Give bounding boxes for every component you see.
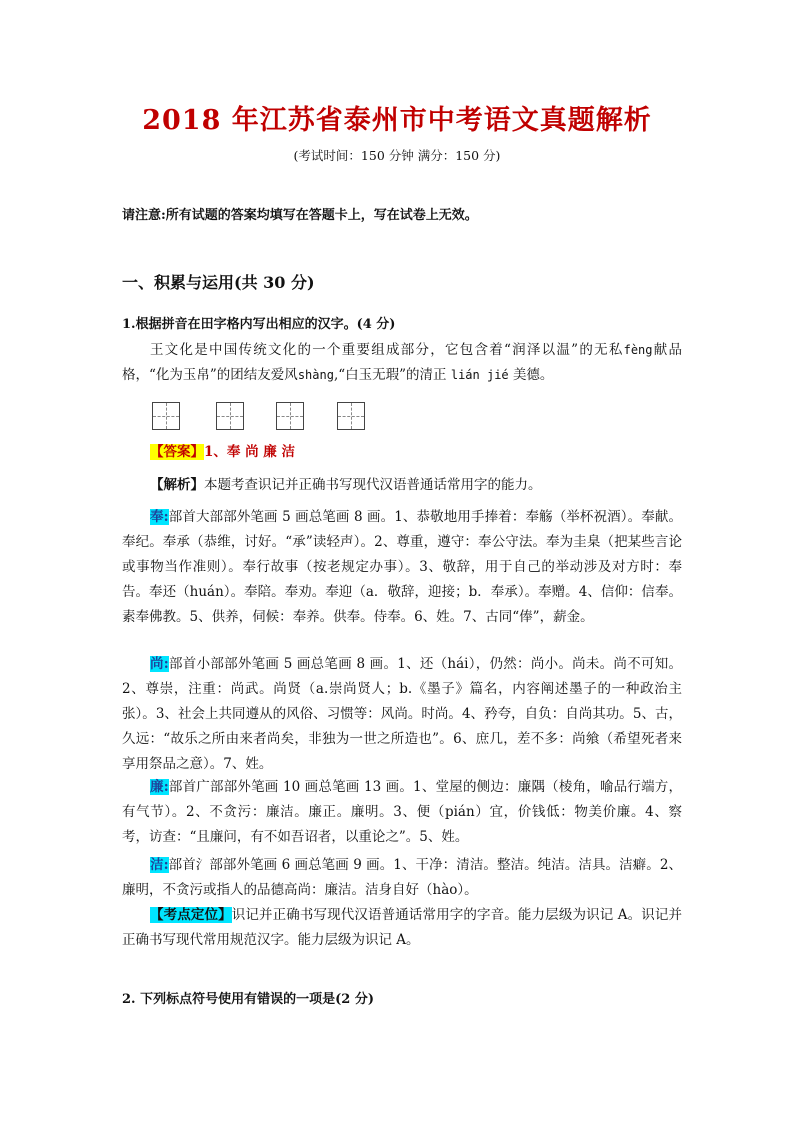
kaodian-line [122,903,682,953]
answer-line [122,440,682,465]
document-title: 2018 年江苏省泰州市中考语文真题解析 [142,105,652,136]
question-1-passage [122,338,682,388]
entry-char: 廉: [150,779,169,795]
section-heading: 一、积累与运用(共 30 分) [122,273,315,292]
analysis-tag: 【解析】 [150,477,204,493]
tianzige-cell [276,402,304,430]
passage-text-a: 王文化是中国传统文化的一个重要组成部分，它包含着“润泽以温”的无私 [150,342,624,358]
pinyin-1: fèng [623,343,653,357]
analysis-line [122,473,682,498]
entry-char: 尚: [150,656,169,672]
notice: 请注意:所有试题的答案均填写在答题卡上，写在试卷上无效。 [122,208,478,223]
kaodian-text: 识记并正确书写现代汉语普通话常用字的字音。能力层级为识记 A。识记并正确书写现代常用规范汉字。能力层级为识记 A。 [122,907,682,948]
exam-info: (考试时间：150 分钟 满分：150 分) [293,148,501,163]
entry-text: 部首大部部外笔画 5 画总笔画 8 画。1、恭敬地用手捧着：奉觞（举杯祝酒）。奉献。奉纪。奉承（恭维，讨好。“承”读轻声）。2、尊重，遵守：奉公守法。奉为圭臬（把某些言论或事物当作准则）。奉行故事（按老规定办事）。3、敬辞，用于自己的举动涉及对方时：奉告。奉还（huán）。奉陪。奉劝。奉迎（a．敬辞，迎接；b．奉承）。奉赠。4、信仰：信奉。素奉佛教。5、供养，伺候：奉养。供奉。侍奉。6、姓。7、古同“俸”，薪金。 [122,509,683,625]
pinyin-2: shàng [297,368,334,382]
answer-tag: 【答案】 [150,444,204,460]
tianzige-grids [152,402,392,432]
tianzige-cell [216,402,244,430]
passage-text-c: ,“白玉无瑕”的清正 [333,367,447,383]
analysis-text: 本题考查识记并正确书写现代汉语普通话常用字的能力。 [204,477,542,493]
tianzige-cell [152,402,180,430]
entry-text: 部首广部部外笔画 10 画总笔画 13 画。1、堂屋的侧边：廉隅（棱角，喻品行端方，有气节）。2、不贪污：廉洁。廉正。廉明。3、便（pián）宜，价钱低：物美价廉。4、察考，访查：“且廉问，有不如吾诏者，以重论之”。5、姓。 [122,779,682,845]
kaodian-tag: 【考点定位】 [150,907,232,923]
entry-char: 洁: [150,857,169,873]
entry-shang [122,652,682,777]
tianzige-cell [337,402,365,430]
pinyin-3: lián jié [450,368,509,382]
entry-text: 部首氵部部外笔画 6 画总笔画 9 画。1、干净：清洁。整洁。纯洁。洁具。洁癖。2、廉明，不贪污或指人的品德高尚：廉洁。洁身自好（hào）。 [122,857,682,898]
entry-jie [122,853,682,903]
question-1-heading: 1.根据拼音在田字格内写出相应的汉字。(4 分) [122,317,396,332]
entry-text: 部首小部部外笔画 5 画总笔画 8 画。1、还（hái），仍然：尚小。尚未。尚不可知。2、尊崇，注重：尚武。尚贤（a.崇尚贤人；b.《墨子》篇名，内容阐述墨子的一种政治主张）。3、社会上共同遵从的风俗、习惯等：风尚。时尚。4、矜夸，自负：自尚其功。5、古，久远：“故乐之所由来者尚矣，非独为一世之所造也”。6、庶几，差不多：尚飨（希望死者来享用祭品之意）。7、姓。 [122,656,683,772]
entry-feng [122,505,682,630]
question-2-heading: 2. 下列标点符号使用有错误的一项是(2 分) [122,992,374,1007]
entry-char: 奉: [150,509,169,525]
passage-text-d: 美德。 [512,367,554,383]
entry-lian [122,775,682,850]
answer-text: 1、奉 尚 廉 洁 [204,444,295,460]
passage-text-b: 献品格，“化为玉帛”的团结友爱风 [122,342,683,383]
